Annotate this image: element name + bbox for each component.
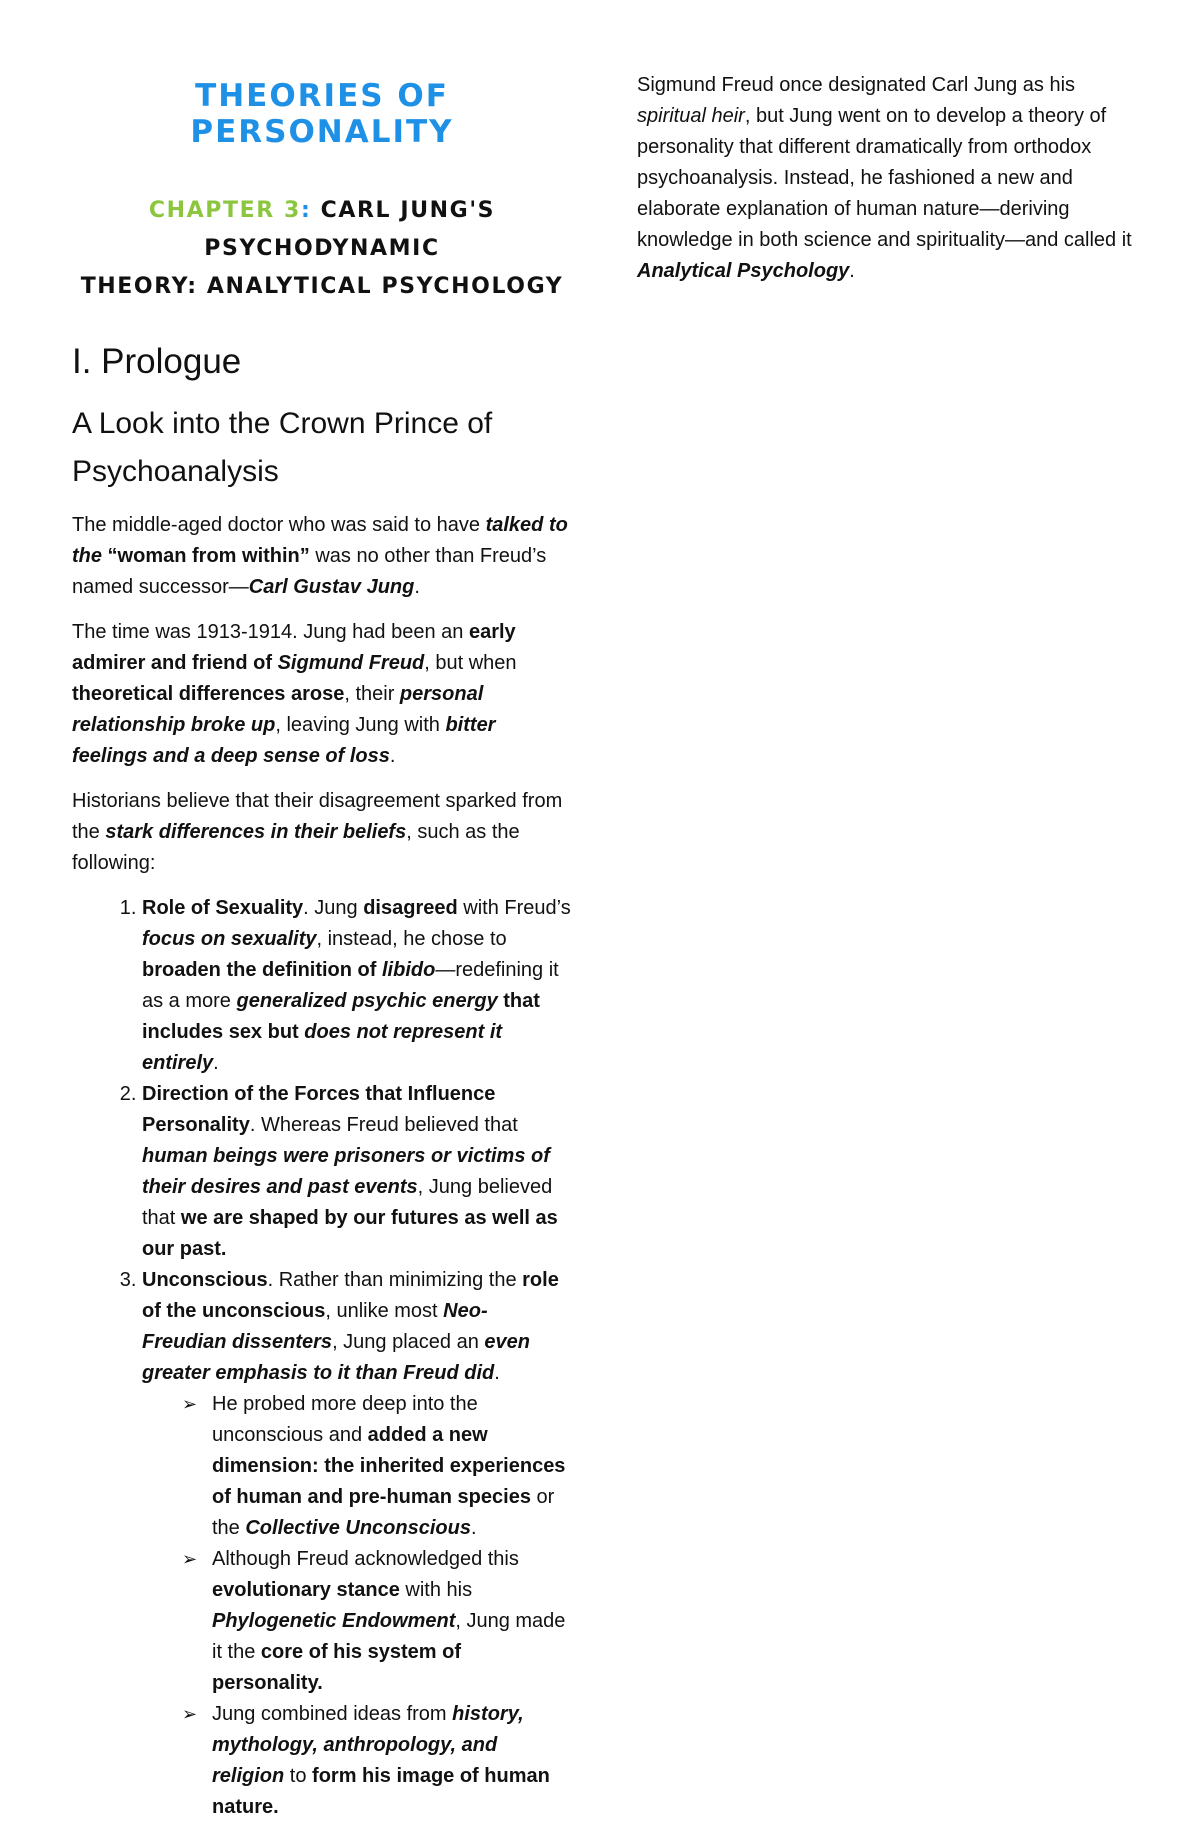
- i3-a: Unconscious: [142, 1269, 268, 1291]
- sublist-item-collective: [182, 1389, 572, 1544]
- s3-c: to: [284, 1765, 313, 1787]
- list-item-direction: [142, 1079, 572, 1265]
- i1-h: libido: [381, 959, 436, 981]
- i1-j: generalized psychic energy: [236, 990, 498, 1012]
- s1-d: or the: [212, 1486, 555, 1539]
- i3-c: role of the unconscious: [142, 1269, 559, 1322]
- s3-b: history, mythology, anthropology, and religion: [212, 1703, 524, 1787]
- s2-c: with his: [399, 1579, 473, 1601]
- i1-m: .: [213, 1052, 219, 1074]
- i1-e: focus on sexuality: [142, 928, 317, 950]
- i2-b: . Whereas Freud believed that: [249, 1114, 518, 1136]
- s2-b: evolutionary stance: [212, 1579, 400, 1601]
- sublist-item-combined-ideas: [182, 1699, 572, 1823]
- s1-e: Collective Unconscious: [245, 1517, 471, 1539]
- p2-i: bitter feelings and a deep sense of loss: [72, 714, 496, 767]
- p1-f: .: [414, 576, 420, 598]
- p2-j: .: [389, 745, 396, 767]
- section-heading: I. Prologue: [72, 342, 242, 381]
- s2-f: core of his system of personality.: [212, 1641, 461, 1694]
- arrow-bullet-icon: ➢: [182, 1704, 198, 1724]
- s1-f: .: [470, 1517, 477, 1539]
- r-d: Analytical Psychology: [637, 260, 850, 282]
- i3-e: Neo-Freudian dissenters: [142, 1300, 488, 1353]
- i3-f: , Jung placed an: [332, 1331, 485, 1353]
- p2-f: , their: [344, 683, 400, 705]
- r-a: Sigmund Freud once designated Carl Jung as his: [637, 74, 1076, 96]
- i3-g: even greater emphasis to it than Freud did: [142, 1331, 530, 1384]
- p2-a: The time was 1913-1914. Jung had been an: [72, 621, 469, 643]
- i1-l: does not represent it entirely: [142, 1021, 503, 1074]
- arrow-bullet-icon: ➢: [182, 1549, 198, 1569]
- p2-g: personal relationship broke up: [72, 683, 484, 736]
- s2-d: Phylogenetic Endowment: [212, 1610, 456, 1632]
- i2-a: Direction of the Forces that Influence Personality: [142, 1083, 496, 1136]
- i2-c: human beings were prisoners or victims of their desires and past events: [142, 1145, 550, 1198]
- i1-a: Role of Sexuality: [142, 897, 304, 919]
- i1-i: —redefining it as a more: [142, 959, 559, 1012]
- chapter-title-line1: CARL JUNG'S PSYCHODYNAMIC: [204, 198, 496, 261]
- chapter-colon: :: [300, 198, 312, 223]
- p1-b: talked to the: [72, 514, 568, 567]
- p3-a: Historians believe that their disagreement sparked from the: [72, 790, 563, 843]
- i1-b: . Jung: [303, 897, 364, 919]
- i3-d: , unlike most: [325, 1300, 444, 1322]
- paragraph-intro: [72, 510, 572, 603]
- p1-d: was no other than Freud’s named successor—: [72, 545, 547, 598]
- paragraph-differences: [72, 786, 572, 879]
- subsection-heading: A Look into the Crown Prince of Psychoanalysis: [72, 407, 493, 488]
- chapter-title-line2: THEORY: ANALYTICAL PSYCHOLOGY: [80, 274, 564, 299]
- p1-e: Carl Gustav Jung: [248, 576, 415, 598]
- i1-c: disagreed: [363, 897, 458, 919]
- s1-b: added a new dimension: [212, 1424, 488, 1477]
- list-item-sexuality: [142, 893, 572, 1079]
- p1-a: The middle-aged doctor who was said to have: [72, 514, 486, 536]
- s2-a: Although Freud acknowledged this: [212, 1548, 519, 1570]
- s1-c: : the inherited experiences of human and pre-human species: [212, 1455, 566, 1508]
- right-column: [637, 70, 1137, 287]
- paragraph-history: [72, 617, 572, 772]
- paragraph-analytical-psychology: [637, 70, 1137, 287]
- chapter-heading: [72, 192, 572, 306]
- s3-d: form his image of human nature.: [212, 1765, 550, 1818]
- i1-g: broaden the definition of: [142, 959, 382, 981]
- i3-b: . Rather than minimizing the: [267, 1269, 523, 1291]
- unconscious-sublist: [142, 1389, 572, 1823]
- r-c: , but Jung went on to develop a theory of personality that different dramatically from orthodox psychoanalysis. Instead, he fashioned a new and elaborate explanation of human nature—deriving knowledge in both science and spirituality—and called it: [637, 105, 1132, 251]
- p2-e: theoretical differences arose: [72, 683, 345, 705]
- s3-a: Jung combined ideas from: [212, 1703, 453, 1725]
- r-e: .: [849, 260, 855, 282]
- left-column: [72, 70, 572, 1823]
- i1-d: with Freud’s: [457, 897, 571, 919]
- i1-f: , instead, he chose to: [316, 928, 507, 950]
- p2-c: Sigmund Freud: [277, 652, 425, 674]
- i2-d: , Jung believed that: [142, 1176, 553, 1229]
- s2-e: , Jung made it the: [212, 1610, 566, 1663]
- r-b: spiritual heir: [637, 105, 745, 127]
- p3-c: , such as the following:: [72, 821, 520, 874]
- i3-h: .: [494, 1362, 500, 1384]
- arrow-bullet-icon: ➢: [182, 1394, 198, 1414]
- i1-k: that includes sex but: [142, 990, 540, 1043]
- s1-a: He probed more deep into the unconscious and: [212, 1393, 478, 1446]
- sublist-item-phylogenetic: [182, 1544, 572, 1699]
- p2-d: , but when: [424, 652, 517, 674]
- p3-b: stark differences in their beliefs: [105, 821, 407, 843]
- differences-list: [72, 893, 572, 1823]
- list-item-unconscious: [142, 1265, 572, 1823]
- chapter-label: CHAPTER 3: [148, 198, 301, 223]
- document-title: THEORIES OF PERSONALITY: [190, 78, 454, 150]
- p1-c: “woman from within”: [102, 545, 310, 567]
- p2-b: early admirer and friend of: [72, 621, 516, 674]
- p2-h: , leaving Jung with: [275, 714, 446, 736]
- i2-e: we are shaped by our futures as well as our past.: [142, 1207, 558, 1260]
